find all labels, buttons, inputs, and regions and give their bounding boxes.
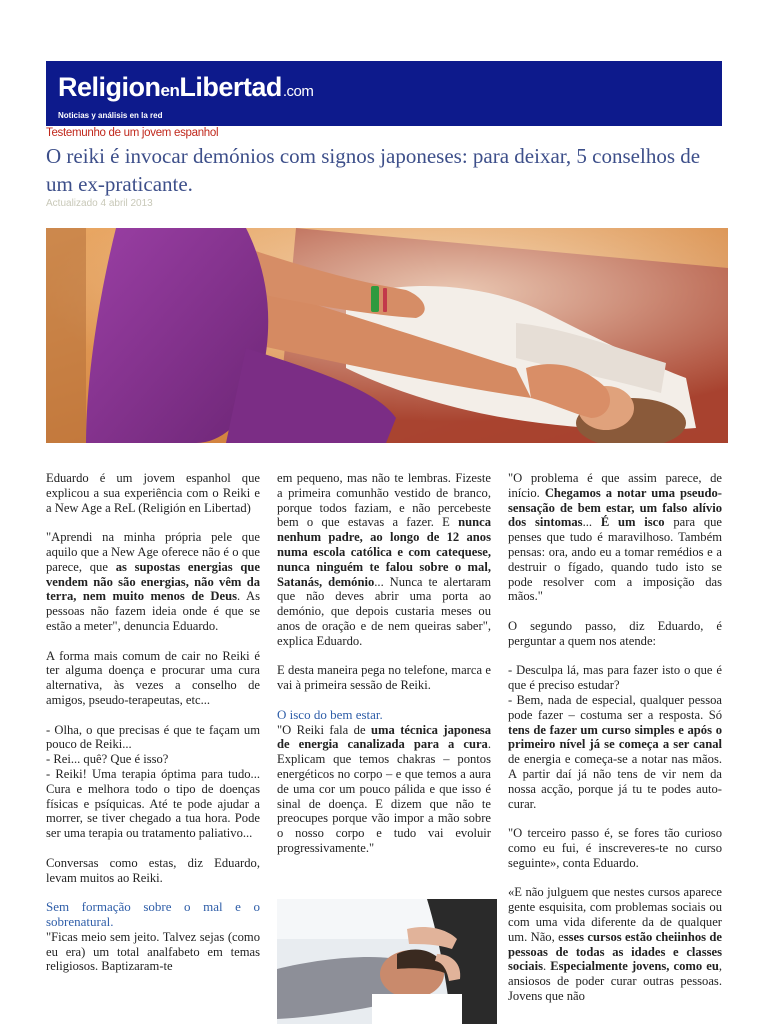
paragraph: "O terceiro passo é, se fores tão curioso como eu fui, é inscreveres-te no curso seguinte», conta Eduardo.	[508, 826, 722, 870]
section-subhead: O isco do bem estar.	[277, 706, 383, 722]
paragraph	[46, 530, 260, 634]
paragraph	[508, 885, 722, 1003]
article-headline: O reiki é invocar demónios com signos japoneses: para deixar, 5 conselhos de um ex-praticante.	[46, 144, 701, 196]
article-date: Actualizado 4 abril 2013	[46, 198, 153, 209]
text-run: em pequeno, mas não te lembras. Fizeste a primeira comunhão vestido de branco, porque todos faziam, e não percebeste bem o que estavas a fazer. E	[277, 471, 491, 530]
paragraph: Conversas como estas, diz Eduardo, levam muitos ao Reiki.	[46, 855, 260, 885]
dialogue-line: - Reiki! Uma terapia óptima para tudo... Cura e melhora todo o tipo de doenças físicas e psíquicas. Até te pode ajudar a morrer, se tiver chegado a tua hora. Pode ser uma terapia ou tratamento paliativo...	[46, 766, 260, 841]
article-column-2	[277, 471, 491, 871]
paragraph: E desta maneira pega no telefone, marca e vai à primeira sessão de Reiki.	[277, 663, 491, 693]
paragraph: "Ficas meio sem jeito. Talvez sejas (como eu era) um total analfabeto em temas religiosos. Baptizaram-te	[46, 929, 260, 974]
text-run: , ansiosos de poder curar outras pessoas. Jovens que não	[508, 959, 723, 1003]
paragraph	[508, 471, 722, 604]
logo-libertad: Libertad	[179, 72, 282, 102]
dialogue-line	[508, 693, 722, 811]
paragraph: A forma mais comum de cair no Reiki é ter alguma doença e procurar uma cura alternativa, às vezes a conselho de amigos, pseudo-terapeutas, etc...	[46, 648, 260, 707]
bold-run: uma técnica japonesa de energia canalizada para a cura	[277, 722, 491, 752]
bold-run: nunca nenhum padre, ao longo de 12 anos numa escola católica e com catequese, nunca ninguém te falou sobre o mal, Satanás, demónio	[277, 515, 491, 589]
paragraph: O segundo passo, diz Eduardo, é perguntar a quem nos atende:	[508, 618, 722, 648]
article-column-1	[46, 471, 260, 989]
bold-run: sses cursos estão cheiinhos de pessoas de todas as idades e classes sociais	[508, 929, 722, 974]
text-run: "O Reiki fala de	[277, 722, 371, 737]
logo-religion: Religion	[58, 72, 161, 102]
dialogue-line: - Rei... quê? Que é isso?	[46, 752, 169, 767]
text-run: "Aprendi na minha própria pele que aquilo que a New Age oferece não é o que parece, que	[46, 530, 260, 574]
text-run: «E não julguem que nestes cursos aparece gente esquisita, com problemas sociais ou com uma vida diferente da de qualquer um. Não, e	[508, 885, 722, 944]
text-run: para que penses que tudo é maravilhoso. Também pensas: ora, ando eu a tomar remédios e a destruir o fígado, quando tudo isto se pode resolver com a imposição das mãos."	[508, 515, 723, 604]
bold-run: tens de fazer um curso simples e após o primeiro nível já se começa a ser canal	[508, 722, 722, 752]
paragraph	[277, 723, 491, 856]
article-kicker: Testemunho de um jovem espanhol	[46, 127, 219, 139]
text-run: - Bem, nada de especial, qualquer pessoa pode fazer – costuma ser a resposta. Só	[508, 692, 722, 722]
bold-run: Especialmente jovens, como eu	[550, 959, 719, 974]
site-masthead[interactable]	[46, 61, 722, 126]
text-run: .	[542, 959, 551, 974]
section-subhead: Sem formação sobre o mal e o sobrenatural.	[46, 899, 260, 929]
hero-photo	[46, 228, 728, 443]
text-run: de energia e começa-se a notar nas mãos. A partir daí já não tens de vir nem da nossa acção, porque já tu te podes auto-curar.	[508, 752, 722, 811]
dialogue-line: - Olha, o que precisas é que te façam um pouco de Reiki...	[46, 722, 260, 752]
site-logo[interactable]	[58, 72, 313, 103]
logo-en: en	[160, 81, 180, 100]
reiki-photo	[277, 899, 497, 1024]
logo-dotcom: .com	[282, 83, 314, 100]
bold-run: as supostas energias que vendem não são energias, não vêm da terra, nem muito menos de Deus	[46, 559, 260, 604]
article-column-3	[508, 471, 722, 1018]
text-run: . Explicam que temos chakras – pontos energéticos no corpo – e que temos a aura de uma cor um pouco pálida e que isso é sinal de doença. E dizem que não te preocupes porque vão impor a mão sobre o nosso corpo e tudo vai evoluir progressivamente."	[277, 737, 491, 855]
dialogue-line: - Desculpa lá, mas para fazer isto o que é que é preciso estudar?	[508, 663, 722, 693]
text-run: ... Nunca te alertaram que não deves abrir uma porta ao demónio, que depois custaria meses ou anos de oração e de nem queiras saber", explica Eduardo.	[277, 574, 491, 648]
text-run: . As pessoas não fazem ideia onde é que se estão a meter", denuncia Eduardo.	[46, 589, 260, 633]
bold-run: É um isco	[600, 515, 665, 530]
site-tagline: Noticias y análisis en la red	[58, 111, 163, 120]
bold-run: Chegamos a notar uma pseudo-sensação de bem estar, um falso alívio dos sintomas	[508, 485, 722, 530]
paragraph	[277, 471, 491, 649]
text-run: ...	[582, 515, 601, 530]
text-run: "O problema é que assim parece, de início.	[508, 471, 722, 500]
paragraph: Eduardo é um jovem espanhol que explicou a sua experiência com o Reiki e a New Age a ReL (Religión en Libertad)	[46, 471, 260, 515]
